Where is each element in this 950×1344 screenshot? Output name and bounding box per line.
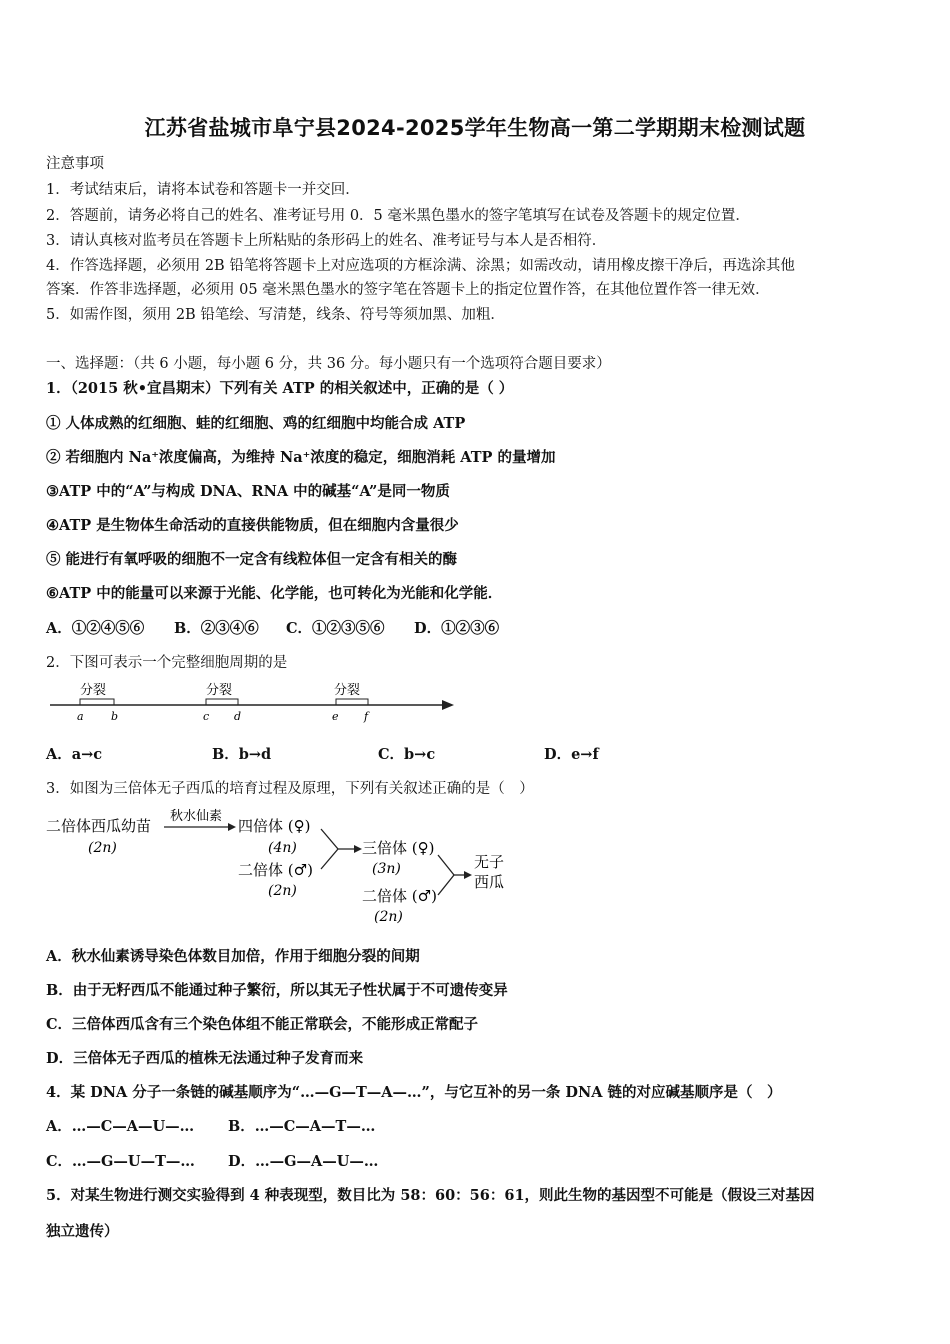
notice-item: 2．答题前，请务必将自己的姓名、准考证号用 0．5 毫米黑色墨水的签字笔填写在试卷及答题卡的规定位置． xyxy=(46,208,750,224)
q4-option-a[interactable]: A．…—C—A—U—… xyxy=(46,1118,195,1135)
q3-option-c[interactable]: C．三倍体西瓜含有三个染色体组不能正常联会，不能形成正常配子 xyxy=(46,1016,479,1033)
tetraploid-label: 四倍体 (♀) xyxy=(238,817,311,835)
q4-option-c[interactable]: C．…—G—U—T—… xyxy=(46,1153,195,1170)
point-label: c xyxy=(203,710,210,723)
q1-option-c[interactable]: C．①②③⑤⑥ xyxy=(286,620,385,637)
point-label: a xyxy=(77,710,84,723)
q1-option-b[interactable]: B．②③④⑥ xyxy=(174,620,259,637)
arrow-head xyxy=(354,845,362,853)
seedling-ploidy: (2n) xyxy=(88,840,117,856)
q2-option-b[interactable]: B．b→d xyxy=(212,746,272,763)
notice-heading: 注意事项 xyxy=(46,156,104,172)
timeline-arrowhead xyxy=(442,700,454,710)
cross-bracket xyxy=(321,829,338,869)
q2-stem: 2．下图可表示一个完整细胞周期的是 xyxy=(46,655,288,671)
cell-cycle-diagram xyxy=(46,680,466,730)
q1-statement: ① 人体成熟的红细胞、蛙的红细胞、鸡的红细胞中均能合成 ATP xyxy=(46,415,466,432)
q3-option-b[interactable]: B．由于无籽西瓜不能通过种子繁衍，所以其无子性状属于不可遗传变异 xyxy=(46,982,508,999)
diploid-male-ploidy: (2n) xyxy=(268,883,297,899)
notice-item: 4．作答选择题，必须用 2B 铅笔将答题卡上对应选项的方框涂满、涂黑；如需改动，请用橡皮擦干净后，再选涂其他 xyxy=(46,258,795,274)
result-label: 西瓜 xyxy=(474,873,505,891)
q2-option-a[interactable]: A．a→c xyxy=(46,746,103,763)
q1-statement: ⑥ATP 中的能量可以来源于光能、化学能，也可转化为光能和化学能． xyxy=(46,585,503,602)
q1-statement: ⑤ 能进行有氧呼吸的细胞不一定含有线粒体但一定含有相关的酶 xyxy=(46,551,458,568)
diploid-male-label: 二倍体 (♂) xyxy=(362,887,437,905)
phase-label: 分裂 xyxy=(80,683,107,698)
notice-item: 1．考试结束后，请将本试卷和答题卡一并交回． xyxy=(46,182,360,198)
cross-bracket xyxy=(438,855,454,895)
notice-item: 答案．作答非选择题，必须用 05 毫米黑色墨水的签字笔在答题卡上的指定位置作答，在其他位置作答一律无效． xyxy=(46,282,770,298)
triploid-ploidy: (3n) xyxy=(372,861,401,877)
seedling-label: 二倍体西瓜幼苗 xyxy=(46,817,152,835)
q4-option-d[interactable]: D．…—G—A—U—… xyxy=(228,1153,379,1170)
point-label: d xyxy=(234,710,242,723)
arrow-head xyxy=(464,871,472,879)
q4-options-row1 xyxy=(46,1115,375,1136)
q5-stem: 5．对某生物进行测交实验得到 4 种表现型，数目比为 58：60：56：61，则此生物的基因型不可能是（假设三对基因 xyxy=(46,1187,815,1204)
diploid-male-ploidy: (2n) xyxy=(374,909,403,925)
q3-option-d[interactable]: D．三倍体无子西瓜的植株无法通过种子发育而来 xyxy=(46,1050,364,1067)
tetraploid-ploidy: (4n) xyxy=(268,840,297,856)
q2-option-c[interactable]: C．b→c xyxy=(378,746,436,763)
treatment-label: 秋水仙素 xyxy=(170,809,223,824)
notice-item: 5．如需作图，须用 2B 铅笔绘、写清楚，线条、符号等须加黑、加粗． xyxy=(46,307,505,323)
result-label: 无子 xyxy=(474,853,505,871)
phase-label: 分裂 xyxy=(206,683,233,698)
q1-stem: 1．（2015 秋•宜昌期末）下列有关 ATP 的相关叙述中，正确的是（ ） xyxy=(46,380,514,397)
q4-option-b[interactable]: B．…—C—A—T—… xyxy=(228,1118,376,1135)
exam-title: 江苏省盐城市阜宁县2024-2025学年生物高一第二学期期末检测试题 xyxy=(144,116,806,140)
notice-item: 3．请认真核对监考员在答题卡上所粘贴的条形码上的姓名、准考证号与本人是否相符． xyxy=(46,233,607,249)
q1-option-a[interactable]: A．①②④⑤⑥ xyxy=(46,620,145,637)
q1-option-d[interactable]: D．①②③⑥ xyxy=(414,620,500,637)
point-label: e xyxy=(332,710,339,723)
q2-options xyxy=(46,743,599,764)
division-bracket xyxy=(206,699,238,705)
q3-stem: 3．如图为三倍体无子西瓜的培育过程及原理，下列有关叙述正确的是（ ） xyxy=(46,781,534,797)
q4-stem: 4．某 DNA 分子一条链的碱基顺序为“…—G—T—A—…”，与它互补的另一条 DNA 链的对应碱基顺序是（ ） xyxy=(46,1084,782,1101)
q2-option-d[interactable]: D．e→f xyxy=(544,746,599,763)
point-label: f xyxy=(364,710,369,723)
q4-options-row2 xyxy=(46,1150,378,1171)
point-label: b xyxy=(111,710,119,723)
division-bracket xyxy=(80,699,114,705)
q1-statement: ③ATP 中的“A”与构成 DNA、RNA 中的碱基“A”是同一物质 xyxy=(46,483,450,500)
q3-option-a[interactable]: A．秋水仙素诱导染色体数目加倍，作用于细胞分裂的间期 xyxy=(46,948,420,965)
triploid-label: 三倍体 (♀) xyxy=(362,839,435,857)
watermelon-breeding-diagram xyxy=(46,805,526,930)
q1-options xyxy=(46,617,499,638)
division-bracket xyxy=(336,699,368,705)
section-heading: 一、选择题：（共 6 小题，每小题 6 分，共 36 分。每小题只有一个选项符合题目要求） xyxy=(46,356,611,372)
q1-statement: ② 若细胞内 Na⁺浓度偏高，为维持 Na⁺浓度的稳定，细胞消耗 ATP 的量增加 xyxy=(46,449,556,466)
diploid-male-label: 二倍体 (♂) xyxy=(238,861,313,879)
phase-label: 分裂 xyxy=(334,683,361,698)
q5-stem-continued: 独立遗传） xyxy=(46,1223,119,1240)
arrow-head xyxy=(228,823,236,831)
q1-statement: ④ATP 是生物体生命活动的直接供能物质，但在细胞内含量很少 xyxy=(46,517,459,534)
